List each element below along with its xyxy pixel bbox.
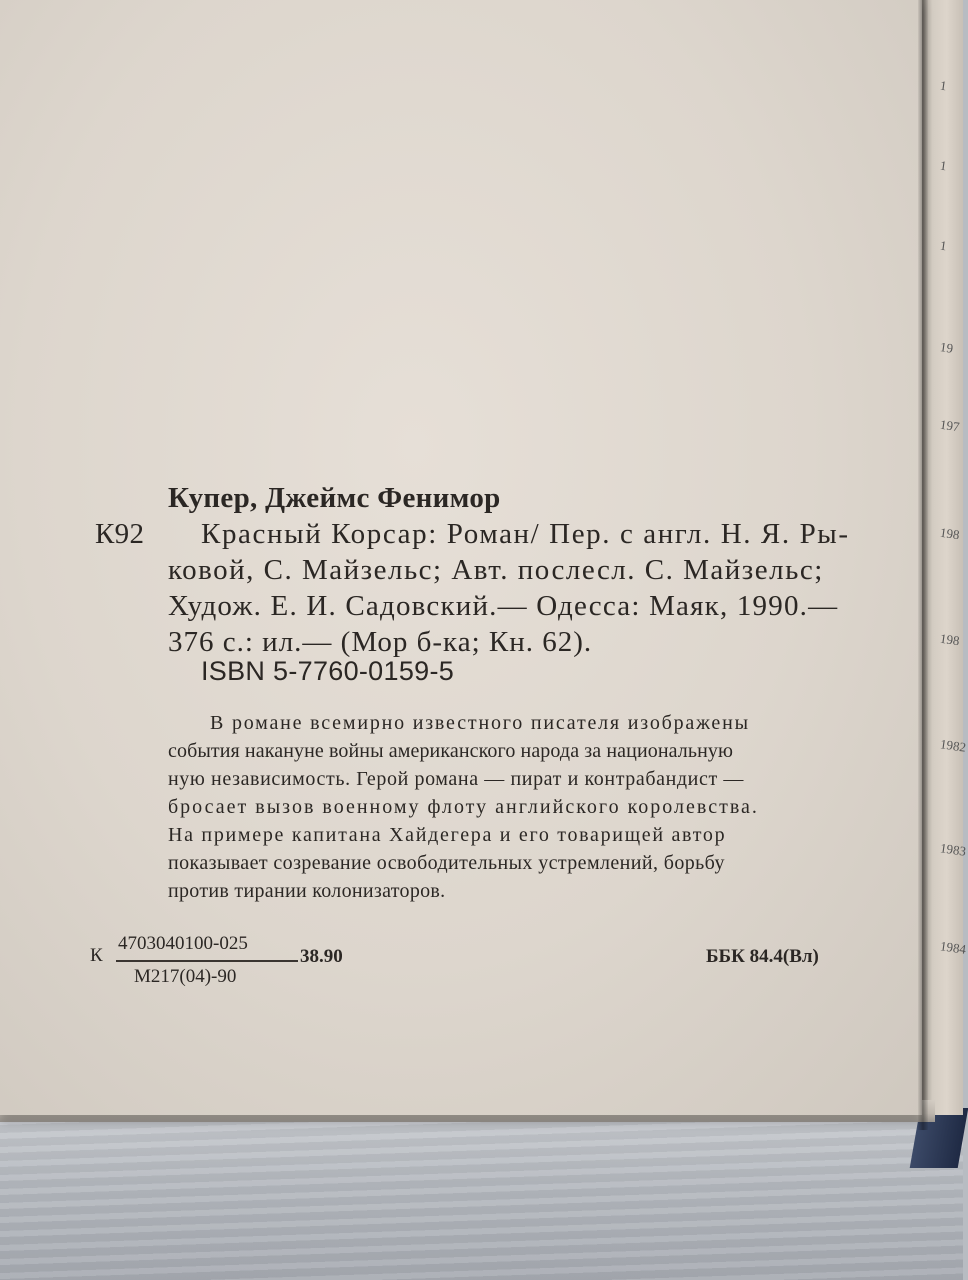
description-line: Красный Корсар: Роман/ Пер. с англ. Н. Я. Ры- (201, 518, 850, 550)
year-label: 198 (939, 630, 961, 649)
year-label: 1 (939, 77, 948, 94)
shelf-code: К92 (95, 518, 145, 550)
price-code-numerator: 4703040100-025 (118, 933, 248, 954)
annotation-line: На примере капитана Хайдегера и его товарищей автор (168, 824, 727, 846)
annotation-line: показывает созревание освободительных устремлений, борьбу (168, 852, 725, 874)
description-line: ковой, С. Майзельс; Авт. послесл. С. Майзельс; (168, 554, 824, 586)
year-label: 1 (939, 237, 948, 254)
isbn: ISBN 5-7760-0159-5 (201, 656, 455, 686)
year-label: 1983 (939, 840, 967, 859)
annotation-line: бросает вызов военному флоту английского королевства. (168, 796, 759, 818)
annotation-line: против тирании колонизаторов. (168, 880, 446, 902)
fraction-line (116, 960, 298, 962)
year-label: 19 (939, 339, 955, 356)
year-label: 198 (939, 524, 961, 543)
year-label: 1982 (939, 736, 967, 755)
price-code-denominator: М217(04)-90 (134, 966, 237, 987)
year-label: 1984 (939, 938, 967, 957)
year-label: 197 (939, 416, 961, 435)
k-letter: К (90, 945, 103, 966)
year-label: 1 (939, 157, 948, 174)
author-heading: Купер, Джеймс Фенимор (168, 482, 501, 514)
description-line: 376 с.: ил.— (Мор б-ка; Кн. 62). (168, 626, 593, 658)
bbk-code: ББК 84.4(Вл) (706, 946, 819, 967)
annotation-line: ную независимость. Герой романа — пират и контрабандист — (168, 768, 745, 790)
book-spine-shadow (918, 0, 928, 1130)
table-surface (0, 1105, 963, 1280)
description-line: Худож. Е. И. Садовский.— Одесса: Маяк, 1990.— (168, 590, 839, 622)
annotation-line: В романе всемирно известного писателя изображены (210, 712, 750, 734)
annotation-line: события накануне войны американского народа за национальную (168, 740, 734, 762)
price: 38.90 (300, 946, 343, 967)
